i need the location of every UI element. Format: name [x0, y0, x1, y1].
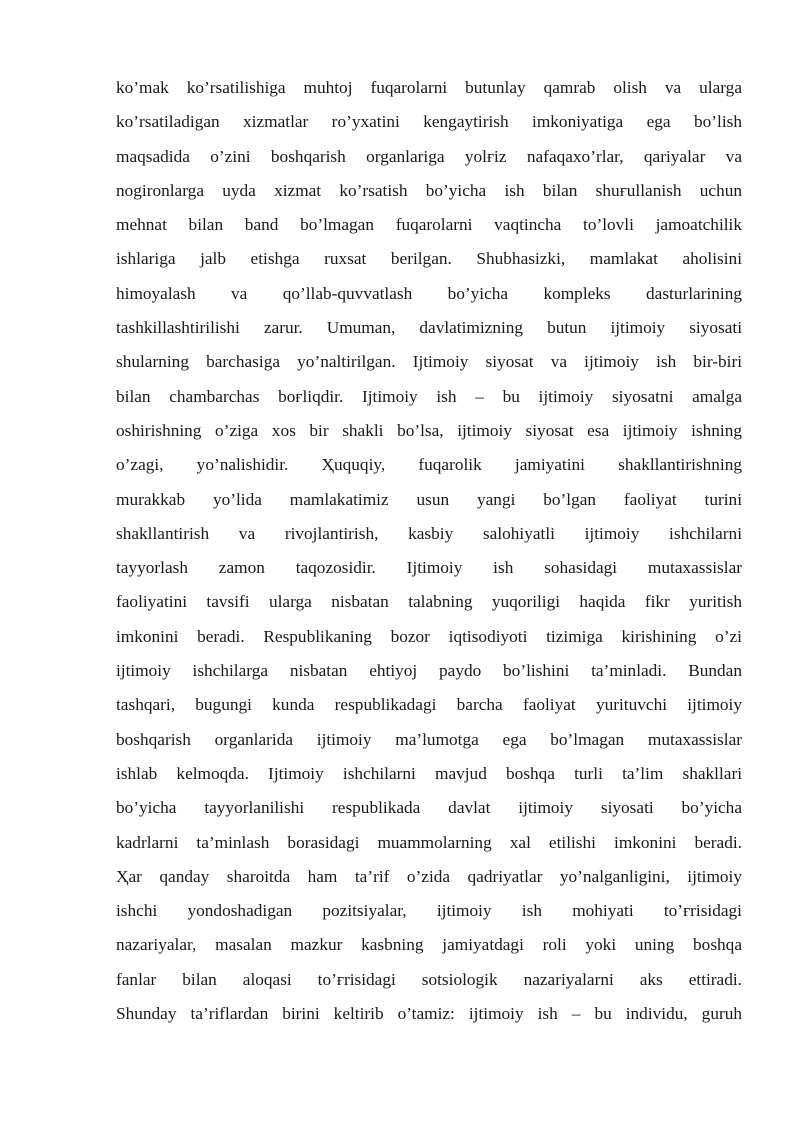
- text-line-12: o’zagi, yo’nalishidir. Ҳuquqiy, fuqarolik jamiyatini shakllantirishning: [116, 455, 742, 475]
- text-line-6: ishlariga jalb etishga ruxsat berilgan. Shubhasizki, mamlakat aholisini: [116, 249, 742, 269]
- text-line-7: himoyalash va qo’llab-quvvatlash bo’yicha kompleks dasturlarining: [116, 283, 742, 303]
- text-line-13: murakkab yo’lida mamlakatimiz usun yangi bo’lgan faoliyat turini: [116, 489, 742, 509]
- text-line-17: imkonini beradi. Respublikaning bozor iqtisodiyoti tizimiga kirishining o’zi: [116, 626, 742, 646]
- text-line-25: ishchi yondoshadigan pozitsiyalar, ijtimoiy ish mohiyati to’ғrisidagi: [116, 901, 742, 921]
- text-line-2: ko’rsatiladigan xizmatlar ro’yxatini kengaytirish imkoniyatiga ega bo’lish: [116, 112, 742, 132]
- text-line-28: Shunday ta’riflardan birini keltirib o’tamiz: ijtimoiy ish – bu individu, guruh: [116, 1004, 742, 1024]
- text-line-21: ishlab kelmoqda. Ijtimoiy ishchilarni mavjud boshqa turli ta’lim shakllari: [116, 763, 742, 783]
- text-line-14: shakllantirish va rivojlantirish, kasbiy salohiyatli ijtimoiy ishchilarni: [116, 523, 742, 543]
- document-body: [116, 71, 742, 1031]
- text-line-15: tayyorlash zamon taqozosidir. Ijtimoiy ish sohasidagi mutaxassislar: [116, 558, 742, 578]
- text-line-19: tashqari, bugungi kunda respublikadagi barcha faoliyat yurituvchi ijtimoiy: [116, 695, 742, 715]
- text-line-3: maqsadida o’zini boshqarish organlariga yolғiz nafaqaxo’rlar, qariyalar va: [116, 146, 742, 166]
- text-line-23: kadrlarni ta’minlash borasidagi muammolarning xal etilishi imkonini beradi.: [116, 832, 742, 852]
- text-line-4: nogironlarga uyda xizmat ko’rsatish bo’yicha ish bilan shuғullanish uchun: [116, 180, 742, 200]
- text-line-11: oshirishning o’ziga xos bir shakli bo’lsa, ijtimoiy siyosat esa ijtimoiy ishning: [116, 420, 742, 440]
- text-line-18: ijtimoiy ishchilarga nisbatan ehtiyoj paydo bo’lishini ta’minladi. Bundan: [116, 661, 742, 681]
- text-line-27: fanlar bilan aloqasi to’ғrisidagi sotsiologik nazariyalarni aks ettiradi.: [116, 969, 742, 989]
- text-line-1: ko’mak ko’rsatilishiga muhtoj fuqarolarni butunlay qamrab olish va ularga: [116, 78, 742, 97]
- text-line-8: tashkillashtirilishi zarur. Umuman, davlatimizning butun ijtimoiy siyosati: [116, 318, 742, 338]
- text-line-26: nazariyalar, masalan mazkur kasbning jamiyatdagi roli yoki uning boshqa: [116, 935, 742, 955]
- text-line-24: Ҳar qanday sharoitda ham ta’rif o’zida qadriyatlar yo’nalganligini, ijtimoiy: [116, 866, 742, 886]
- text-line-20: boshqarish organlarida ijtimoiy ma’lumotga ega bo’lmagan mutaxassislar: [116, 729, 742, 749]
- text-line-9: shularning barchasiga yo’naltirilgan. Ijtimoiy siyosat va ijtimoiy ish bir-biri: [116, 352, 742, 372]
- text-line-16: faoliyatini tavsifi ularga nisbatan talabning yuqoriligi haqida fikr yuritish: [116, 592, 742, 612]
- text-line-10: bilan chambarchas boғliqdir. Ijtimoiy ish – bu ijtimoiy siyosatni amalga: [116, 386, 742, 406]
- text-line-5: mehnat bilan band bo’lmagan fuqarolarni vaqtincha to’lovli jamoatchilik: [116, 215, 742, 235]
- text-line-22: bo’yicha tayyorlanilishi respublikada davlat ijtimoiy siyosati bo’yicha: [116, 798, 742, 818]
